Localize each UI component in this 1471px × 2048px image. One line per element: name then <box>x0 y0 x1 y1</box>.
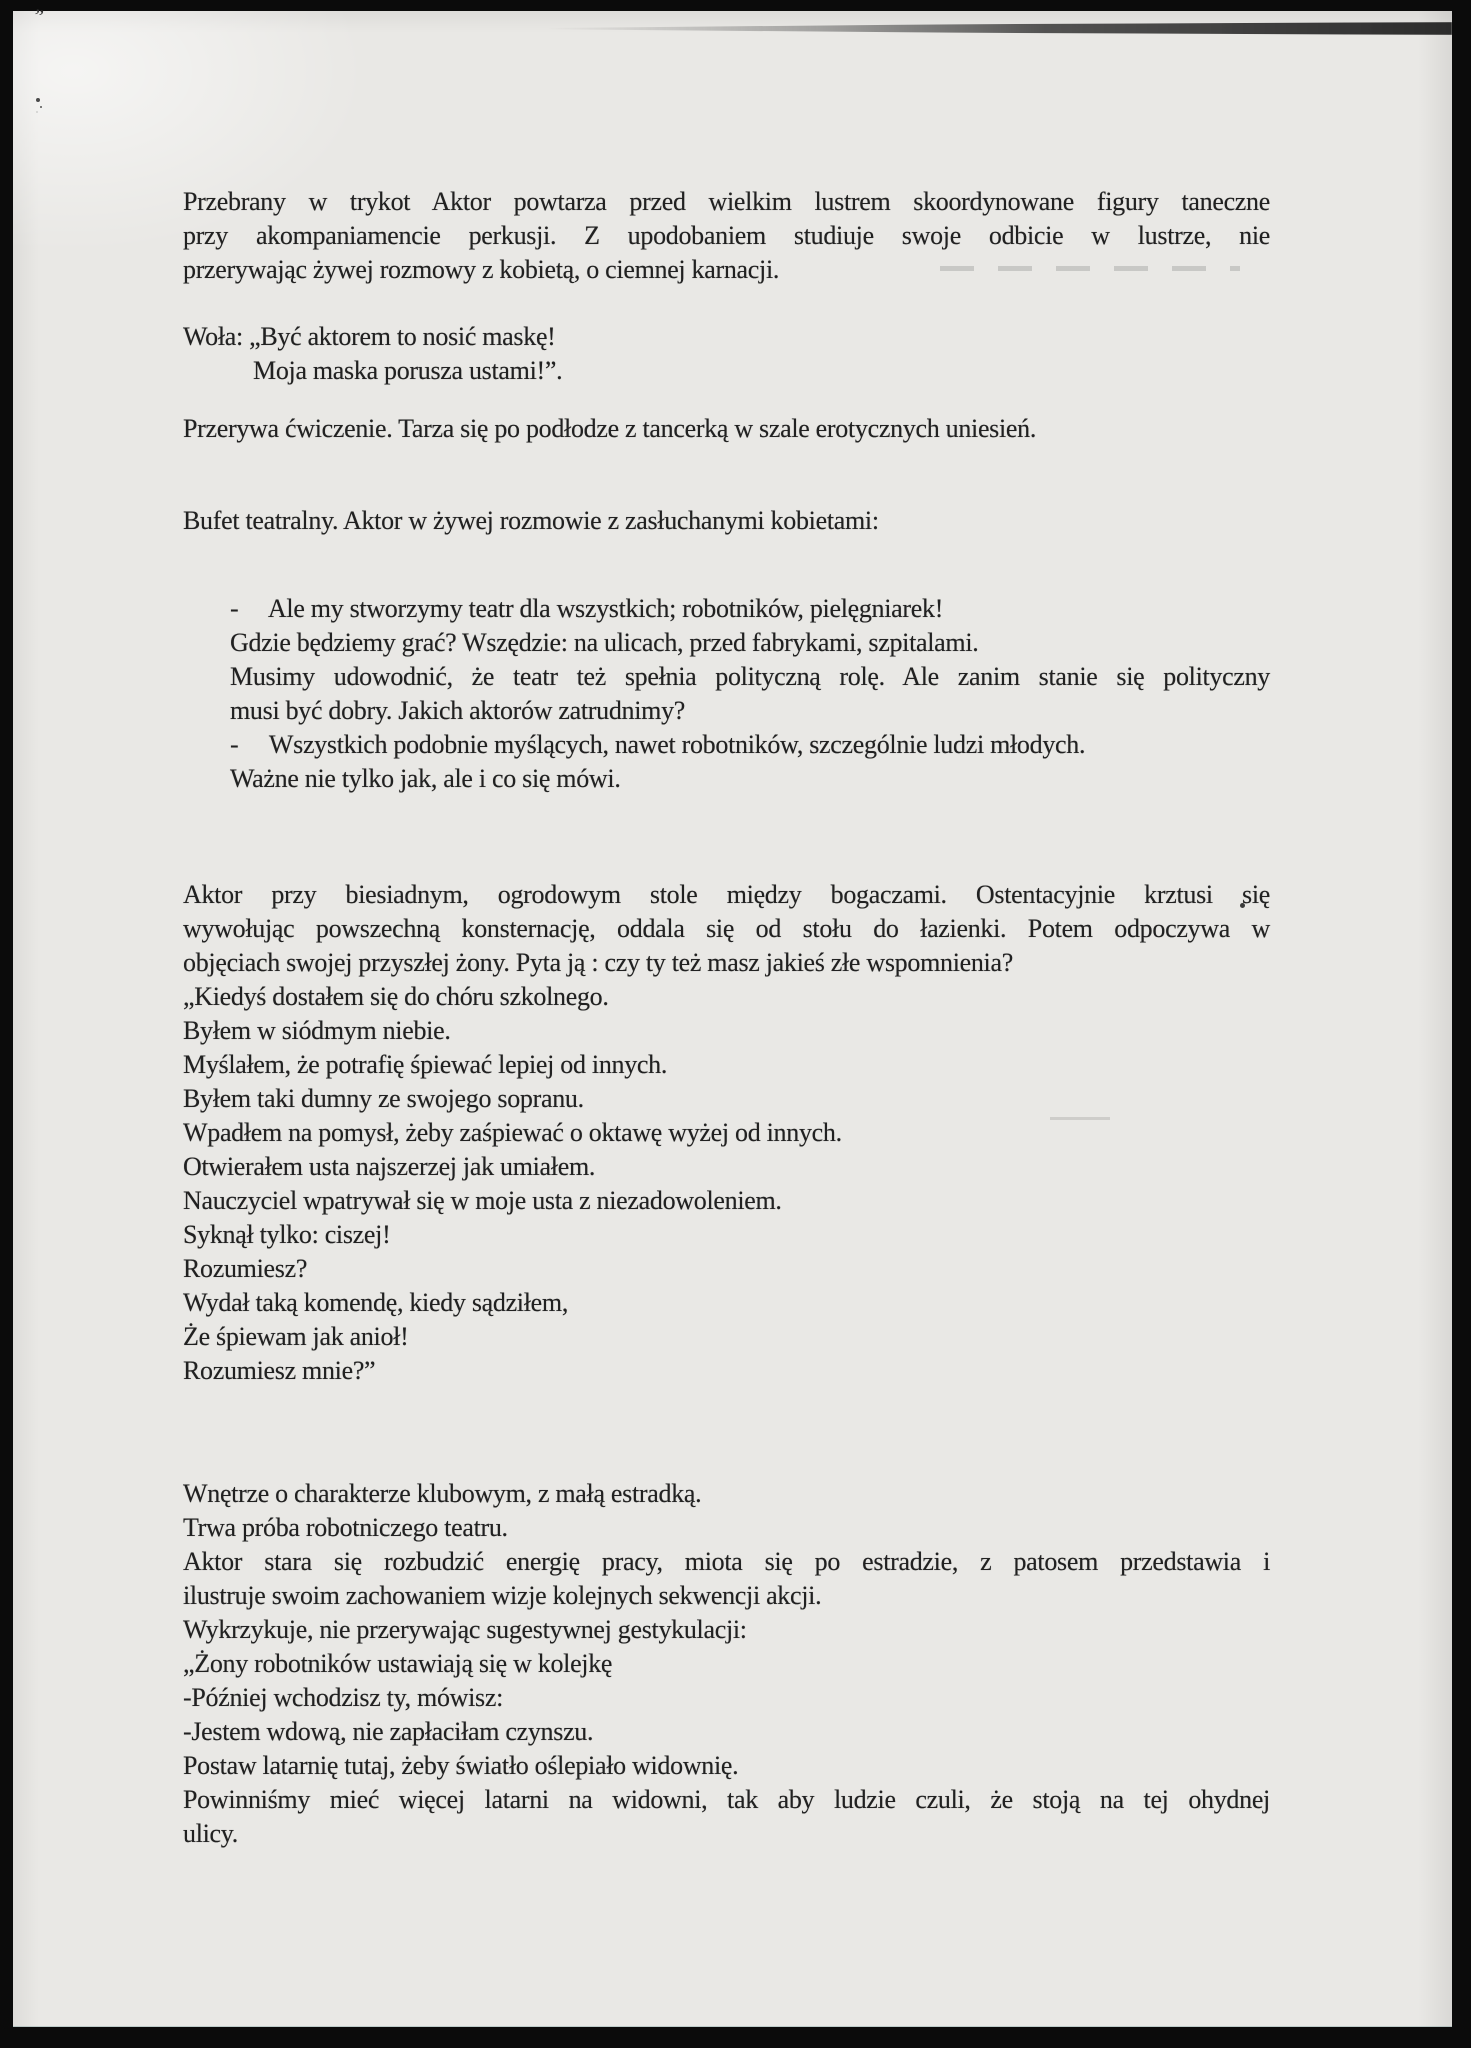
text-line: Woła: „Być aktorem to nosić maskę! <box>183 322 556 351</box>
quote-wola <box>183 320 1270 388</box>
text-line: ilustruje swoim zachowaniem wizje kolejnych sekwencji akcji. <box>183 1581 822 1610</box>
text-line: Rozumiesz mnie?” <box>183 1356 376 1385</box>
text-line: Aktor stara się rozbudzić energię pracy, miota się po estradzie, z patosem przedstawia i <box>183 1547 1270 1576</box>
paragraph-przerywa <box>183 412 1270 446</box>
ink-speck-icon <box>36 98 40 102</box>
text-line: Bufet teatralny. Aktor w żywej rozmowie z zasłuchanymi kobietami: <box>183 506 879 535</box>
paragraph-klub <box>183 1477 1270 1851</box>
text-line: Ważne nie tylko jak, ale i co się mówi. <box>230 764 621 793</box>
document-text <box>183 0 1270 2048</box>
text-line: „Kiedyś dostałem się do chóru szkolnego. <box>183 982 609 1011</box>
text-line: - Ale my stworzymy teatr dla wszystkich; robotników, pielęgniarek! <box>230 594 944 623</box>
text-line: Powinniśmy mieć więcej latarni na widowni, tak aby ludzie czuli, że stoją na tej ohydnej <box>183 1785 1270 1814</box>
text-line: Byłem taki dumny ze swojego sopranu. <box>183 1084 584 1113</box>
text-line: Otwierałem usta najszerzej jak umiałem. <box>183 1152 596 1181</box>
text-line: objęciach swojej przyszłej żony. Pyta ją : czy ty też masz jakieś złe wspomnienia? <box>183 948 1013 977</box>
text-line: Aktor przy biesiadnym, ogrodowym stole między bogaczami. Ostentacyjnie krztusi się <box>183 880 1270 909</box>
text-line: Przerywa ćwiczenie. Tarza się po podłodze z tancerką w szale erotycznych uniesień. <box>183 414 1037 443</box>
text-line: „Żony robotników ustawiają się w kolejkę <box>183 1649 613 1678</box>
text-line: Moja maska porusza ustami!”. <box>253 356 563 385</box>
text-line: Wpadłem na pomysł, żeby zaśpiewać o oktawę wyżej od innych. <box>183 1118 842 1147</box>
text-line: -Jestem wdową, nie zapłaciłam czynszu. <box>183 1717 594 1746</box>
text-line: - Wszystkich podobnie myślących, nawet robotników, szczególnie ludzi młodych. <box>230 730 1086 759</box>
text-line: Wydał taką komendę, kiedy sądziłem, <box>183 1288 569 1317</box>
text-line: Byłem w siódmym niebie. <box>183 1016 451 1045</box>
ink-speck-icon: ” <box>31 5 46 29</box>
text-line: przerywając żywej rozmowy z kobietą, o ciemnej karnacji. <box>183 255 780 284</box>
text-line: ulicy. <box>183 1819 238 1848</box>
paragraph-bufet <box>183 504 1270 538</box>
dialog-block <box>230 592 1270 796</box>
text-line: Nauczyciel wpatrywał się w moje usta z niezadowoleniem. <box>183 1186 782 1215</box>
text-line: Wykrzykuje, nie przerywając sugestywnej gestykulacji: <box>183 1615 747 1644</box>
text-line: Myślałem, że potrafię śpiewać lepiej od innych. <box>183 1050 668 1079</box>
text-line: -Później wchodzisz ty, mówisz: <box>183 1683 504 1712</box>
text-line: Przebrany w trykot Aktor powtarza przed wielkim lustrem skoordynowane figury taneczne <box>183 187 1270 216</box>
text-line: Musimy udowodnić, że teatr też spełnia polityczną rolę. Ale zanim stanie się polityczny <box>230 662 1270 691</box>
text-line: Rozumiesz? <box>183 1254 308 1283</box>
text-line: musi być dobry. Jakich aktorów zatrudnimy? <box>230 696 686 725</box>
text-line: Trwa próba robotniczego teatru. <box>183 1513 508 1542</box>
text-line: Syknął tylko: ciszej! <box>183 1220 391 1249</box>
text-line: Postaw latarnię tutaj, żeby światło oślepiało widownię. <box>183 1751 739 1780</box>
paragraph-mirror-scene <box>183 185 1270 287</box>
text-line: wywołując powszechną konsternację, oddala się od stołu do łazienki. Potem odpoczywa w <box>183 914 1270 943</box>
paragraph-biesiadny <box>183 878 1270 1388</box>
text-line: Że śpiewam jak anioł! <box>183 1322 409 1351</box>
text-line: przy akompaniamencie perkusji. Z upodobaniem studiuje swoje odbicie w lustrze, nie <box>183 221 1270 250</box>
text-line: Wnętrze o charakterze klubowym, z małą estradką. <box>183 1479 702 1508</box>
text-line: Gdzie będziemy grać? Wszędzie: na ulicach, przed fabrykami, szpitalami. <box>230 628 979 657</box>
